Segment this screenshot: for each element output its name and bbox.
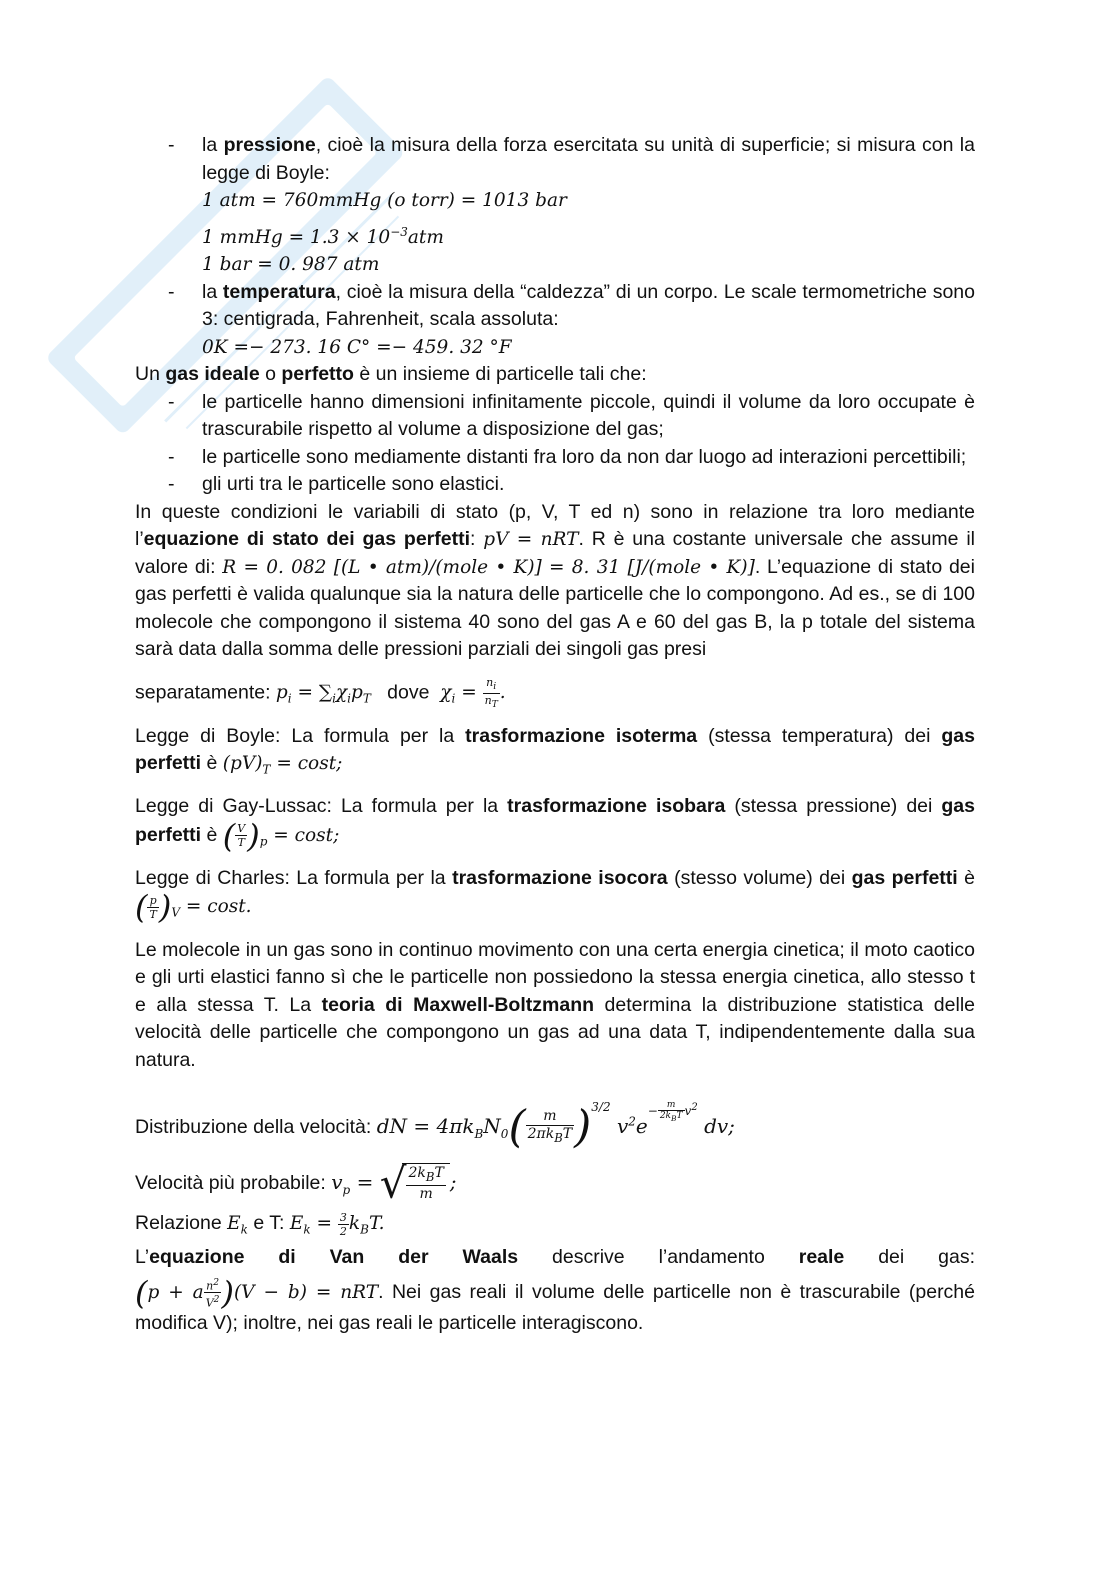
legge-charles: Legge di Charles: La formula per la trasformazione isocora (stesso volume) dei gas perfetti è ( $\frac{p}{T}$ )$_V = \cos t$. (135, 866, 975, 927)
equazione-di-stato-paragraph: In queste condizioni le variabili di stato (p, V, T ed n) sono in relazione tra loro mediante l’equazione di stato dei gas perfetti: pV = nRT. R è una costante universale che assume il valore di: R = 0. 082 [(L • atm)/(mole • K)] = 8. 31 [J/(mole • K)]. L’equazione di stato dei gas perfetti è valida qualunque sia la natura delle particelle che lo compongono. Ad es., se di 100 molecole che compongono il sistema 40 sono del gas A e 60 del gas B, la p totale del sistema sarà data dalla somma delle pressioni parziali dei singoli gas presi (135, 500, 976, 661)
term-temperatura: temperatura (222, 280, 336, 303)
gas-ideale-item: - gli urti tra le particelle sono elastici. (168, 473, 505, 496)
formula-r-constant: R = 0. 082 [(L • atm)/(mole • K)] = 8. 31 [J/(mole • K)] (222, 556, 755, 578)
formula-maxwell-distribution: dN = $4\pi k_BN_0$( $\frac{m}{2\pi k_BT}$ )$^{3/2}$ $v^2e^{- \frac{m}{2k_BT} v^2}$ dv; (376, 1099, 735, 1153)
formula-mmhg: 1 mmHg = $1.3 \times 10^{-3}atm$ (202, 224, 444, 248)
gas-ideale-item: - le particelle sono mediamente distanti fra loro da non dar luogo ad interazioni percettibili; (168, 445, 967, 468)
distribuzione-velocita: Distribuzione della velocità: dN = $4\pi k_BN_0$( $\frac{m}{2\pi k_BT}$ )$^{3/2}$ $v^2e^{- \frac{m}{2k_BT} v^2}$ dv; (135, 1099, 735, 1153)
legge-boyle: Legge di Boyle: La formula per la trasformazione isoterma (stessa temperatura) dei gas perfetti è $(pV)_T = \cos t$; (135, 724, 975, 777)
formula-atm: 1 atm = 760mmHg (o torr) = 1013 bar (202, 190, 567, 211)
formula-charles: ( $\frac{p}{T}$ )$_V = \cos t$. (135, 888, 252, 927)
gas-ideale-intro: Un gas ideale o perfetto è un insieme di particelle tali che: (135, 363, 647, 386)
van-der-waals-paragraph: L’equazione di Van der Waals descrive l’andamento reale dei gas: (135, 1246, 975, 1269)
term-pressione: pressione (223, 134, 316, 156)
bullet-dash: - (168, 280, 175, 303)
formula-most-probable-velocity: $v_p$ = √ $\frac{2k_BT}{m}$ ; (331, 1158, 457, 1208)
formula-temperature: 0K =− 273. 16 C° =− 459. 32 °F (202, 336, 512, 358)
formula-mole-fraction: $\chi_i$ = $\frac{n_i}{n_T}$ . (440, 675, 506, 711)
legge-gay-lussac: Legge di Gay-Lussac: La formula per la trasformazione isobara (stessa pressione) dei gas perfetti è ( $\frac{V}{T}$ )$_p = \cos t$; (135, 795, 975, 855)
relazione-ek-t: Relazione $E_k$ e T: $E_k$ = $\frac{3}{2}$ $k_BT$. (135, 1210, 385, 1238)
maxwell-paragraph: Le molecole in un gas sono in continuo movimento con una certa energia cinetica; il moto caotico e gli urti elastici fanno sì che le particelle non possiedono la stessa energia cinetica, allo stesso t e alla stessa T. La teoria di Maxwell-Boltzmann determina la distribuzione statistica delle velocità delle particelle che compongono un gas ad una data T, indipendentemente dalla sua natura. (135, 938, 975, 1071)
van-der-waals-equation: (p + a $\frac{n^2}{V^2}$ )(V − b) = nRT. Nei gas reali il volume delle particelle non è trascurabile (perché modifica V); inoltre, nei gas reali le particelle interagiscono. (135, 1273, 976, 1334)
formula-van-der-waals: (p + a $\frac{n^2}{V^2}$ )(V − b) = nRT (135, 1273, 379, 1312)
bullet-pressione: - la pressione, cioè la misura della forza esercitata su unità di superficie; si misura con la legge di Boyle: (168, 134, 975, 184)
document-body (135, 132, 975, 1338)
bullet-temperatura: - la temperatura, cioè la misura della “caldezza” di un corpo. Le scale termometriche sono 3: centigrada, Fahrenheit, scala assoluta: (168, 280, 975, 331)
formula-kinetic-energy: $E_k$ = $\frac{3}{2}$ $k_BT$. (289, 1210, 385, 1238)
formula-partial-pressure: $p_i = \sum_i\chi_ip_T$ (275, 682, 371, 707)
formula-boyle: $(pV)_T = \cos t$; (222, 753, 343, 777)
velocita-piu-probabile: Velocità più probabile: $v_p$ = √ $\frac{2k_BT}{m}$ ; (135, 1158, 457, 1208)
gas-ideale-item: - le particelle hanno dimensioni infinitamente piccole, quindi il volume da loro occupate è trascurabile rispetto al volume a disposizione del gas; (168, 390, 975, 441)
formula-bar: 1 bar = 0. 987 atm (202, 254, 380, 276)
pressioni-parziali: separatamente: $p_i = \sum_i\chi_ip_T$ dove $\chi_i$ = $\frac{n_i}{n_T}$ . (135, 675, 506, 711)
bullet-dash: - (168, 134, 175, 156)
formula-gay-lussac: ( $\frac{V}{T}$ )$_p = \cos t$; (222, 816, 340, 855)
formula-pv-nrt: pV = nRT (483, 529, 579, 551)
